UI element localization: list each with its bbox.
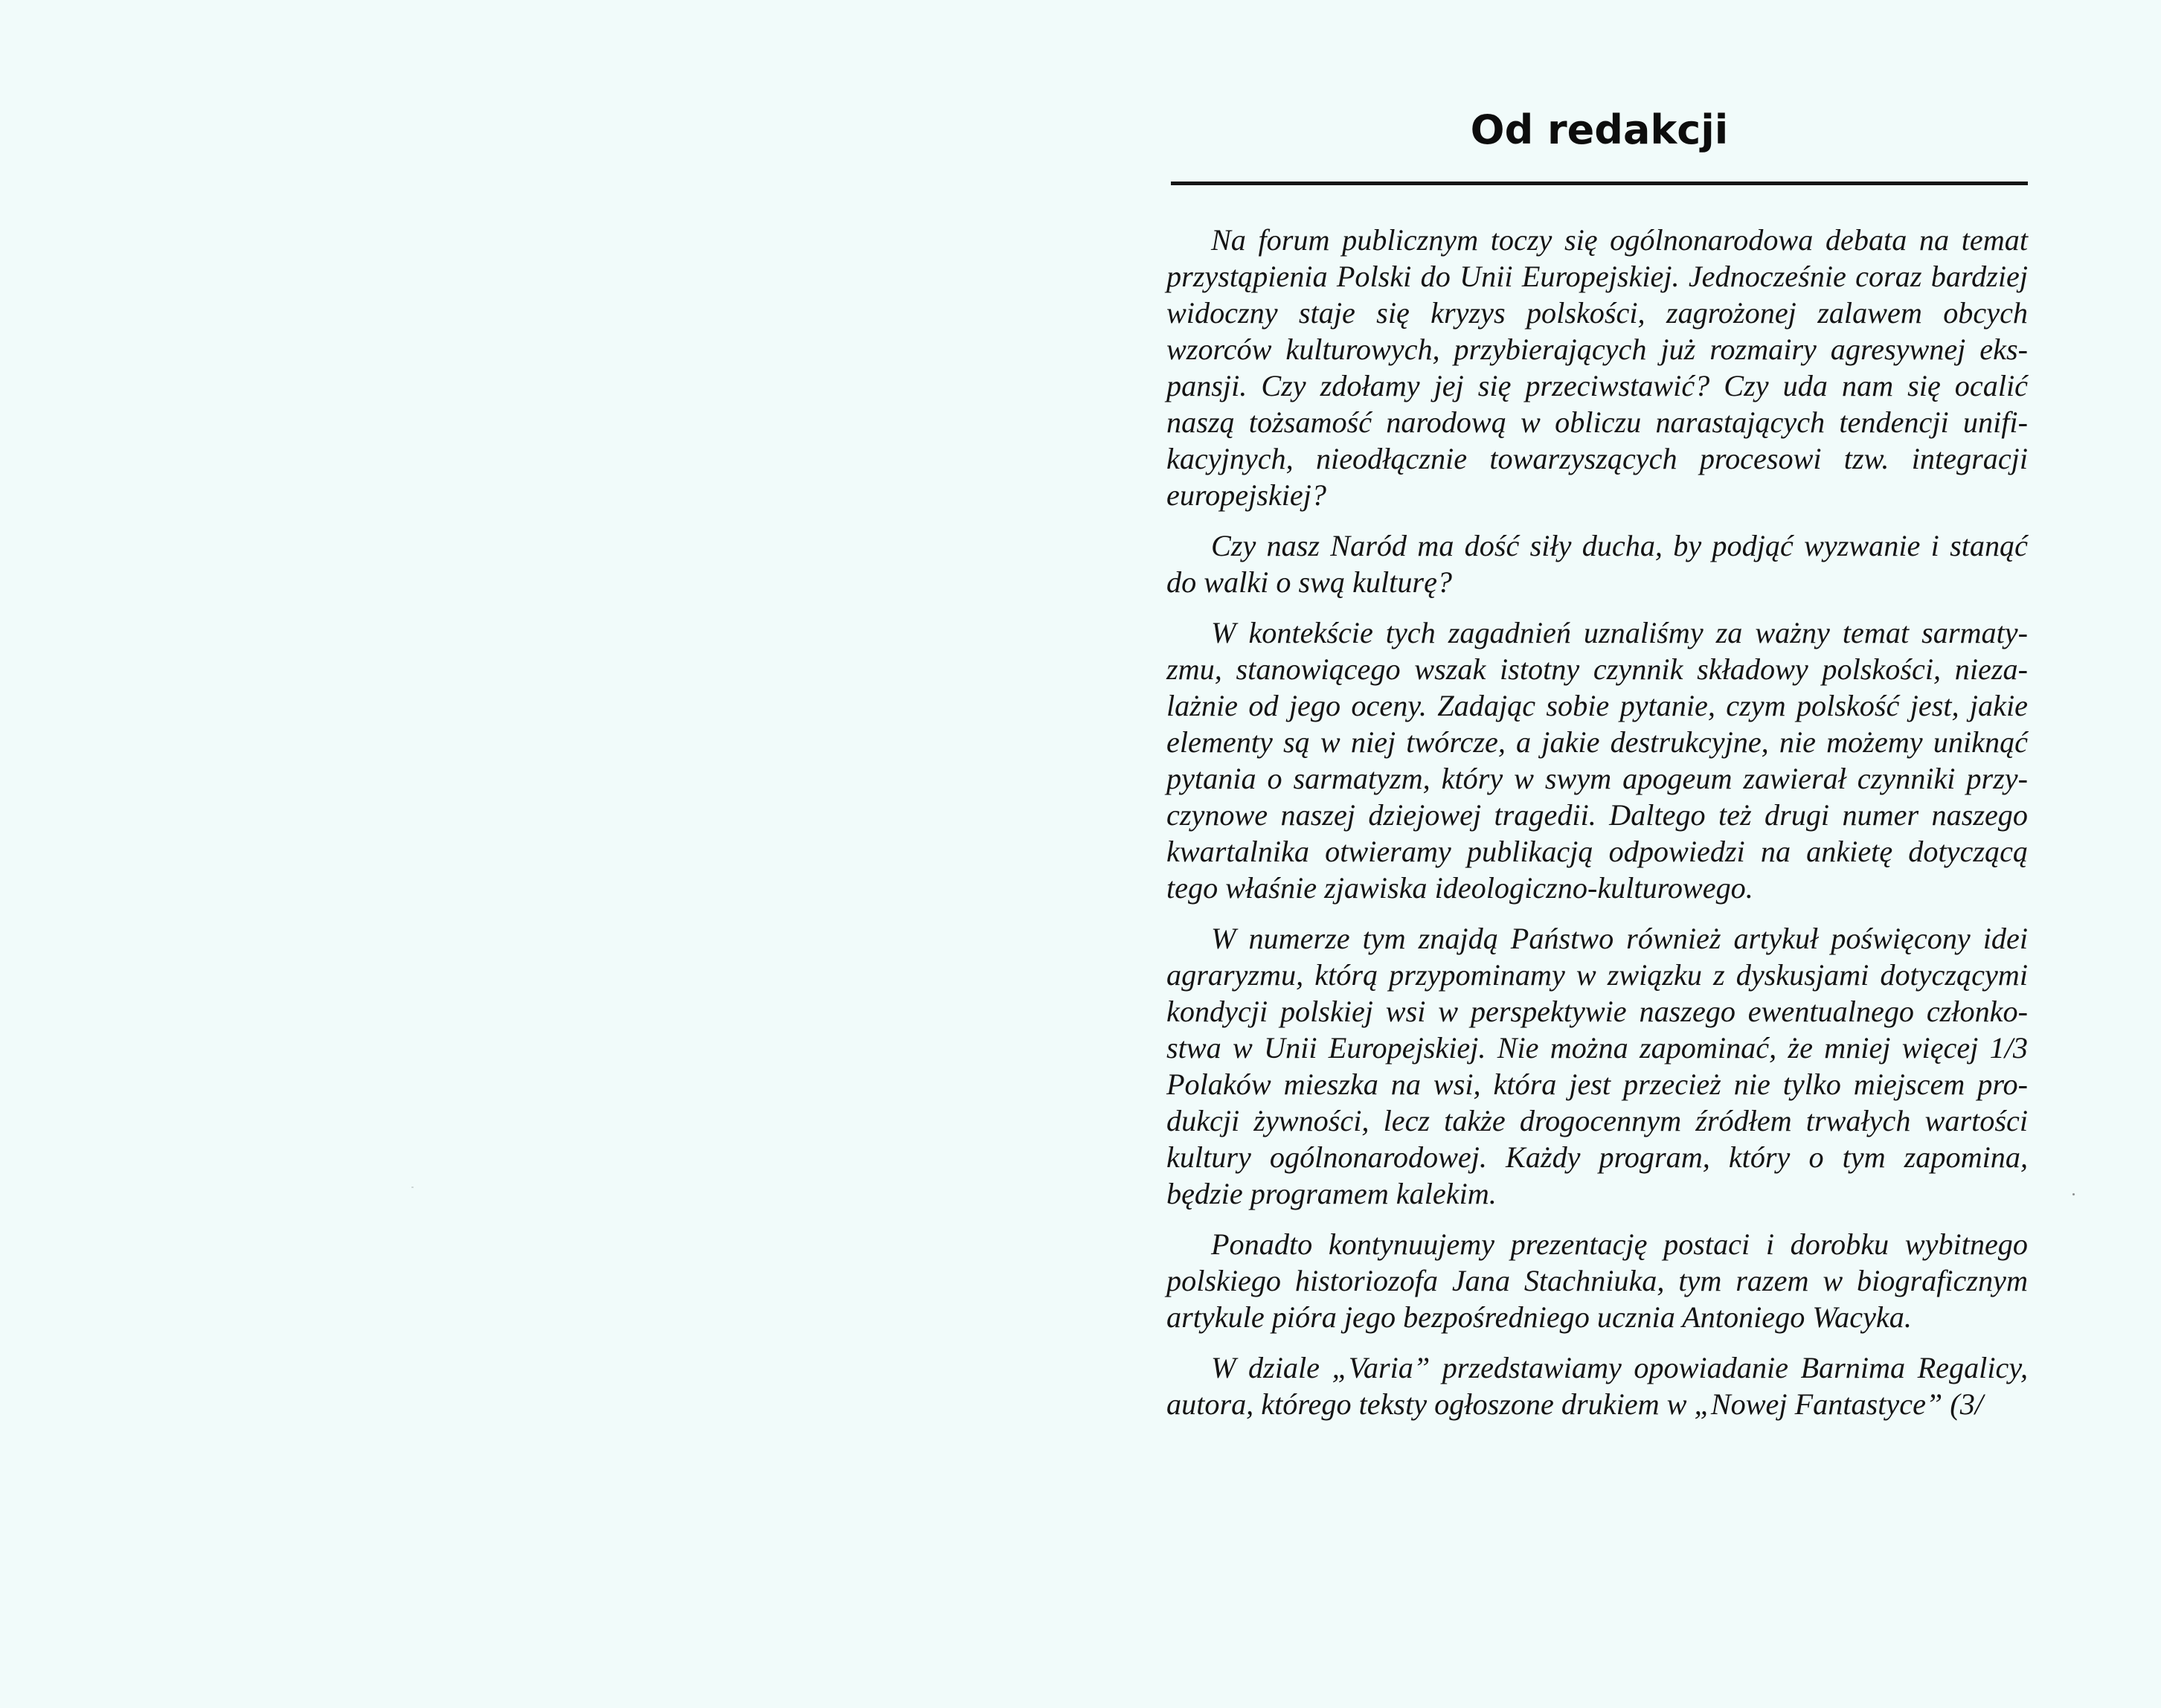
paragraph: Na forum publicznym toczy się ogólnonarodowa debata na temat przystąpienia Polski do Unii Europejskiej. Jednocześnie coraz bardziej widoczny staje się kryzys polskości, zagrożonej zalawem obcych wzorców kulturowych, przybierających już rozmairy agresywnej ekspansji. Czy zdołamy jej się przeciwstawić? Czy uda nam się ocalić naszą tożsamość narodową w obliczu narastających tendencji unifikacyjnych, nieodłącznie towarzyszących procesowi tzw. integracji europejskiej? <box>1166 223 2028 512</box>
print-speck <box>2072 1193 2075 1195</box>
paragraph: W dziale „Varia” przedstawiamy opowiadanie Barnima Regalicy, autora, którego teksty ogłoszone drukiem w „Nowej Fantastyce” (3/ <box>1166 1351 2028 1421</box>
page-title: Od redakcji <box>1470 106 1729 153</box>
paragraph: Ponadto kontynuujemy prezentację postaci i dorobku wybitnego polskiego historiozofa Jana Stachniuka, tym razem w biograficznym artykule pióra jego bezpośredniego ucznia Antoniego Wacyka. <box>1166 1227 2028 1334</box>
paragraph: Czy nasz Naród ma dość siły ducha, by podjąć wyzwanie i stanąć do walki o swą kulturę? <box>1166 529 2028 599</box>
title-rule <box>1171 182 2028 185</box>
editorial-text <box>1166 222 2028 1436</box>
paragraph: W numerze tym znajdą Państwo również artykuł poświęcony idei agraryzmu, którą przypominamy w związku z dyskusjami dotyczącymi kondycji polskiej wsi w perspektywie naszego ewentualnego członkostwa w Unii Europejskiej. Nie można zapominać, że mniej więcej 1/3 Polaków mieszka na wsi, która jest przecież nie tylko miejscem produkcji żywności, lecz także drogocennym źródłem trwałych wartości kultury ogólnonarodowej. Każdy program, który o tym zapomina, będzie programem kalekim. <box>1166 922 2028 1210</box>
paragraph: W kontekście tych zagadnień uznaliśmy za ważny temat sarmatyzmu, stanowiącego wszak istotny czynnik składowy polskości, niezalażnie od jego oceny. Zadając sobie pytanie, czym polskość jest, jakie elementy są w niej twórcze, a jakie destrukcyjne, nie możemy uniknąć pytania o sarmatyzm, który w swym apogeum zawierał czynniki przyczynowe naszej dziejowej tragedii. Daltego też drugi numer naszego kwartalnika otwieramy publikacją odpowiedzi na ankietę dotyczącą tego właśnie zjawiska ideologiczno-kulturowego. <box>1166 616 2028 905</box>
paper-speck <box>411 1187 414 1188</box>
left-page-blank <box>0 0 1080 1708</box>
